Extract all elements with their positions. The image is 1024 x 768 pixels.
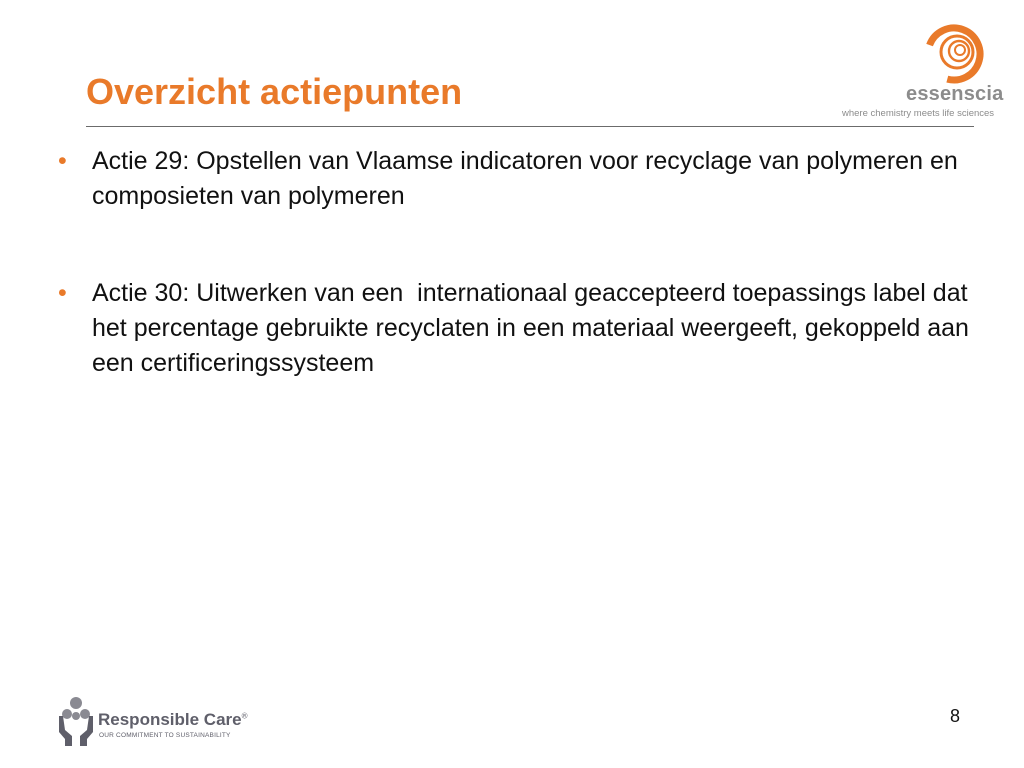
bullet-text: Actie 29: Opstellen van Vlaamse indicatoren voor recyclage van polymeren en composieten van polymeren <box>92 147 965 210</box>
bullet-text: Actie 30: Uitwerken van een internationaal geaccepteerd toepassings label dat het percentage gebruikte recyclaten in een materiaal weergeeft, gekoppeld aan een certificeringssysteem <box>92 279 976 377</box>
essenscia-tagline: where chemistry meets life sciences <box>842 108 995 119</box>
responsible-care-wordmark: Responsible Care® <box>98 710 248 729</box>
responsible-care-tagline: OUR COMMITMENT TO SUSTAINABILITY <box>99 732 231 739</box>
essenscia-logo <box>838 24 1004 124</box>
title-divider <box>86 126 974 127</box>
registered-mark: ® <box>241 711 248 721</box>
bullet-item <box>54 144 974 214</box>
bullet-marker: • <box>58 147 67 175</box>
bullet-marker: • <box>58 279 67 307</box>
essenscia-swirl-icon <box>924 24 984 84</box>
page-number: 8 <box>950 706 961 726</box>
essenscia-wordmark: essenscia <box>906 83 1004 105</box>
responsible-care-logo <box>56 694 256 750</box>
responsible-care-hands-icon <box>56 694 96 746</box>
bullet-list <box>54 144 974 381</box>
slide-title: Overzicht actiepunten <box>86 71 463 112</box>
bullet-item <box>54 276 974 381</box>
